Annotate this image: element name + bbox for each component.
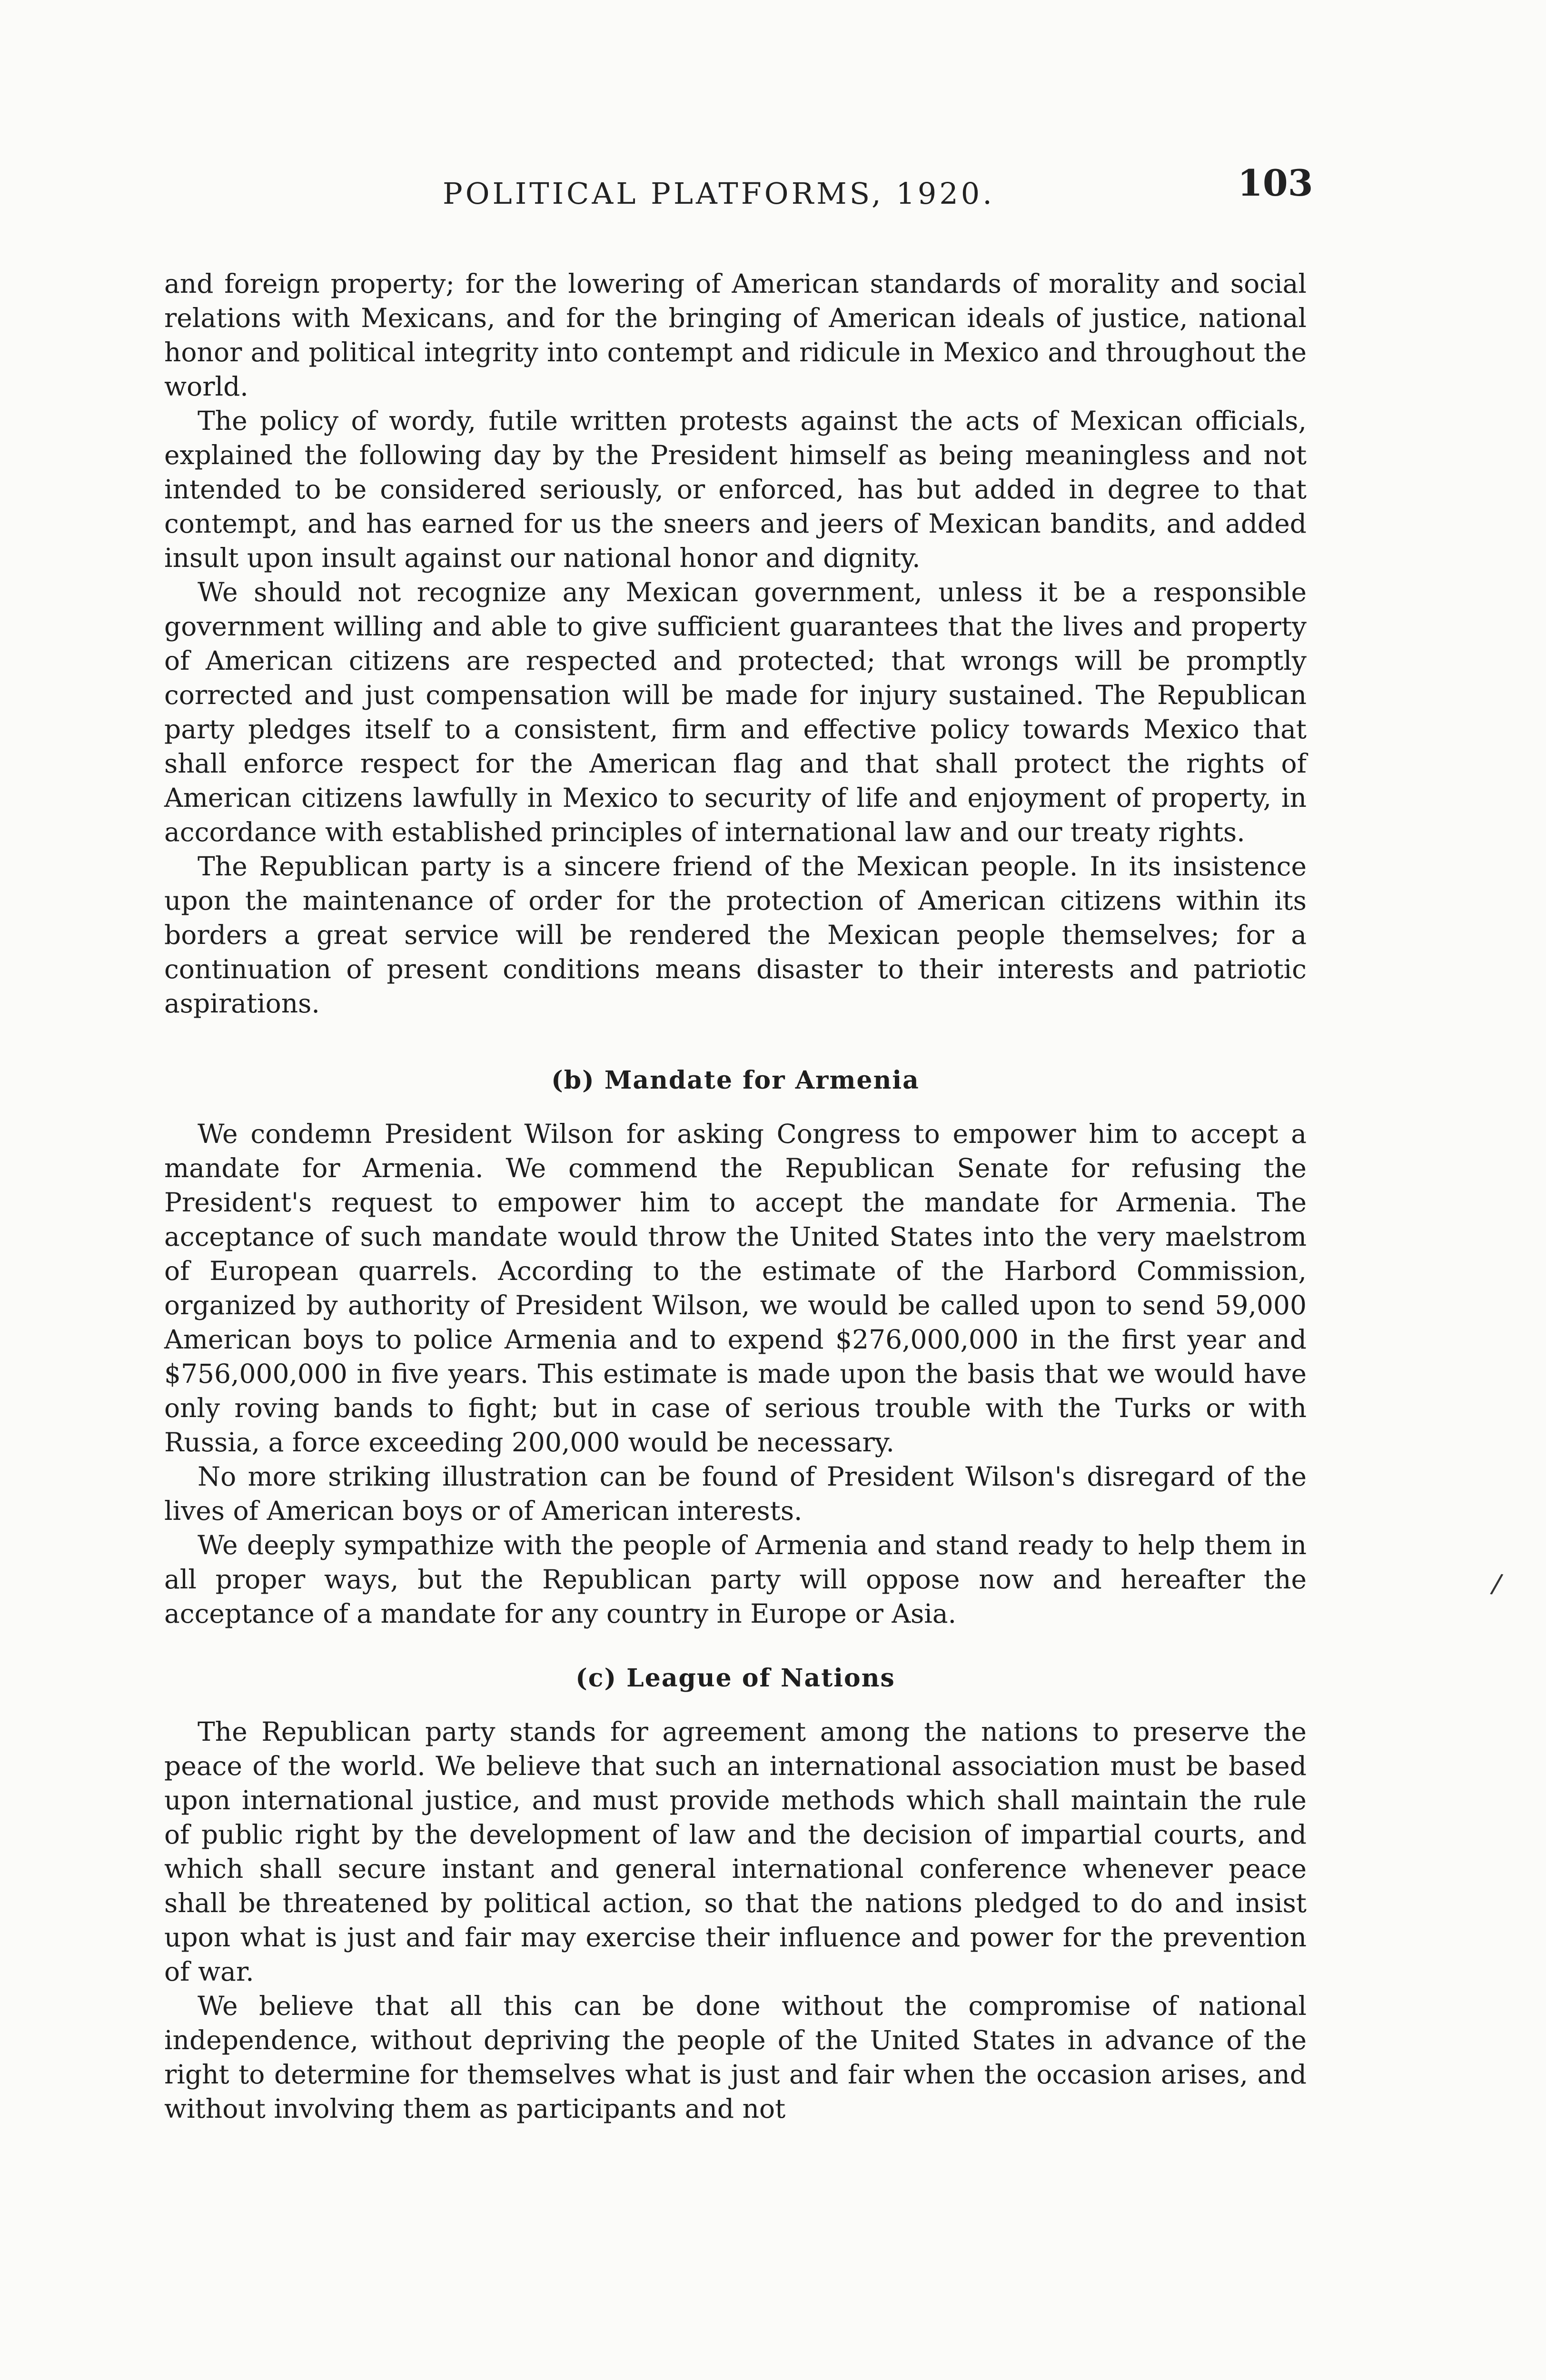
section-heading-league: (c) League of Nations — [575, 1664, 895, 1693]
page-number: 103 — [1238, 162, 1313, 204]
margin-mark: / — [1489, 1567, 1505, 1600]
paragraph: We should not recognize any Mexican government, unless it be a responsible government willing and able to give sufficient guarantees that the lives and property of American citizens are respected and protected; that wrongs will be promptly corrected and just compensation will be made for injury sustained. The Republican party pledges itself to a consistent, firm and effective policy towards Mexico that shall enforce respect for the American flag and that shall protect the rights of American citizens lawfully in Mexico to security of life and enjoyment of property, in accordance with established principles of international law and our treaty rights. — [164, 577, 1307, 847]
paragraph: The Republican party stands for agreement among the nations to preserve the peace of the world. We believe that such an international association must be based upon international justice, and must provide methods which shall maintain the rule of public right by the development of law and the decision of impartial courts, and which shall secure instant and general international conference whenever peace shall be threatened by political action, so that the nations pledged to do and insist upon what is just and fair may exercise their influence and power for the prevention of war. — [164, 1716, 1307, 1987]
paragraph: The Republican party is a sincere friend of the Mexican people. In its insistence upon the maintenance of order for the protection of American citizens within its borders a great service will be rendered the Mexican people themselves; for a continuation of present conditions means disaster to their interests and patriotic aspirations. — [164, 851, 1307, 1019]
paragraph-continued: and foreign property; for the lowering of American standards of morality and social relations with Mexicans, and for the bringing of American ideals of justice, national honor and political integrity into contempt and ridicule in Mexico and throughout the world. — [164, 268, 1307, 402]
paragraph: We believe that all this can be done without the compromise of national independence, without depriving the people of the United States in advance of the right to determine for themselves what is just and fair when the occasion arises, and without involving them as participants and not — [164, 1991, 1307, 2124]
running-head: POLITICAL PLATFORMS, 1920. — [443, 176, 995, 211]
body-text — [164, 267, 1307, 2126]
paragraph: We deeply sympathize with the people of Armenia and stand ready to help them in all proper ways, but the Republican party will oppose now and hereafter the acceptance of a mandate for any country in Europe or Asia. — [164, 1530, 1307, 1629]
paragraph: No more striking illustration can be found of President Wilson's disregard of the lives of American boys or of American interests. — [164, 1461, 1307, 1526]
paragraph: We condemn President Wilson for asking Congress to empower him to accept a mandate for Armenia. We commend the Republican Senate for refusing the President's request to empower him to accept the mandate for Armenia. The acceptance of such mandate would throw the United States into the very maelstrom of European quarrels. According to the estimate of the Harbord Commission, organized by authority of President Wilson, we would be called upon to send 59,000 American boys to police Armenia and to expend $276,000,000 in the first year and $756,000,000 in five years. This estimate is made upon the basis that we would have only roving bands to fight; but in case of serious trouble with the Turks or with Russia, a force exceeding 200,000 would be necessary. — [164, 1119, 1307, 1458]
paragraph: The policy of wordy, futile written protests against the acts of Mexican officials, explained the following day by the President himself as being meaningless and not intended to be considered seriously, or enforced, has but added in degree to that contempt, and has earned for us the sneers and jeers of Mexican bandits, and added insult upon insult against our national honor and dignity. — [164, 406, 1307, 573]
section-heading-armenia: (b) Mandate for Armenia — [551, 1066, 920, 1095]
